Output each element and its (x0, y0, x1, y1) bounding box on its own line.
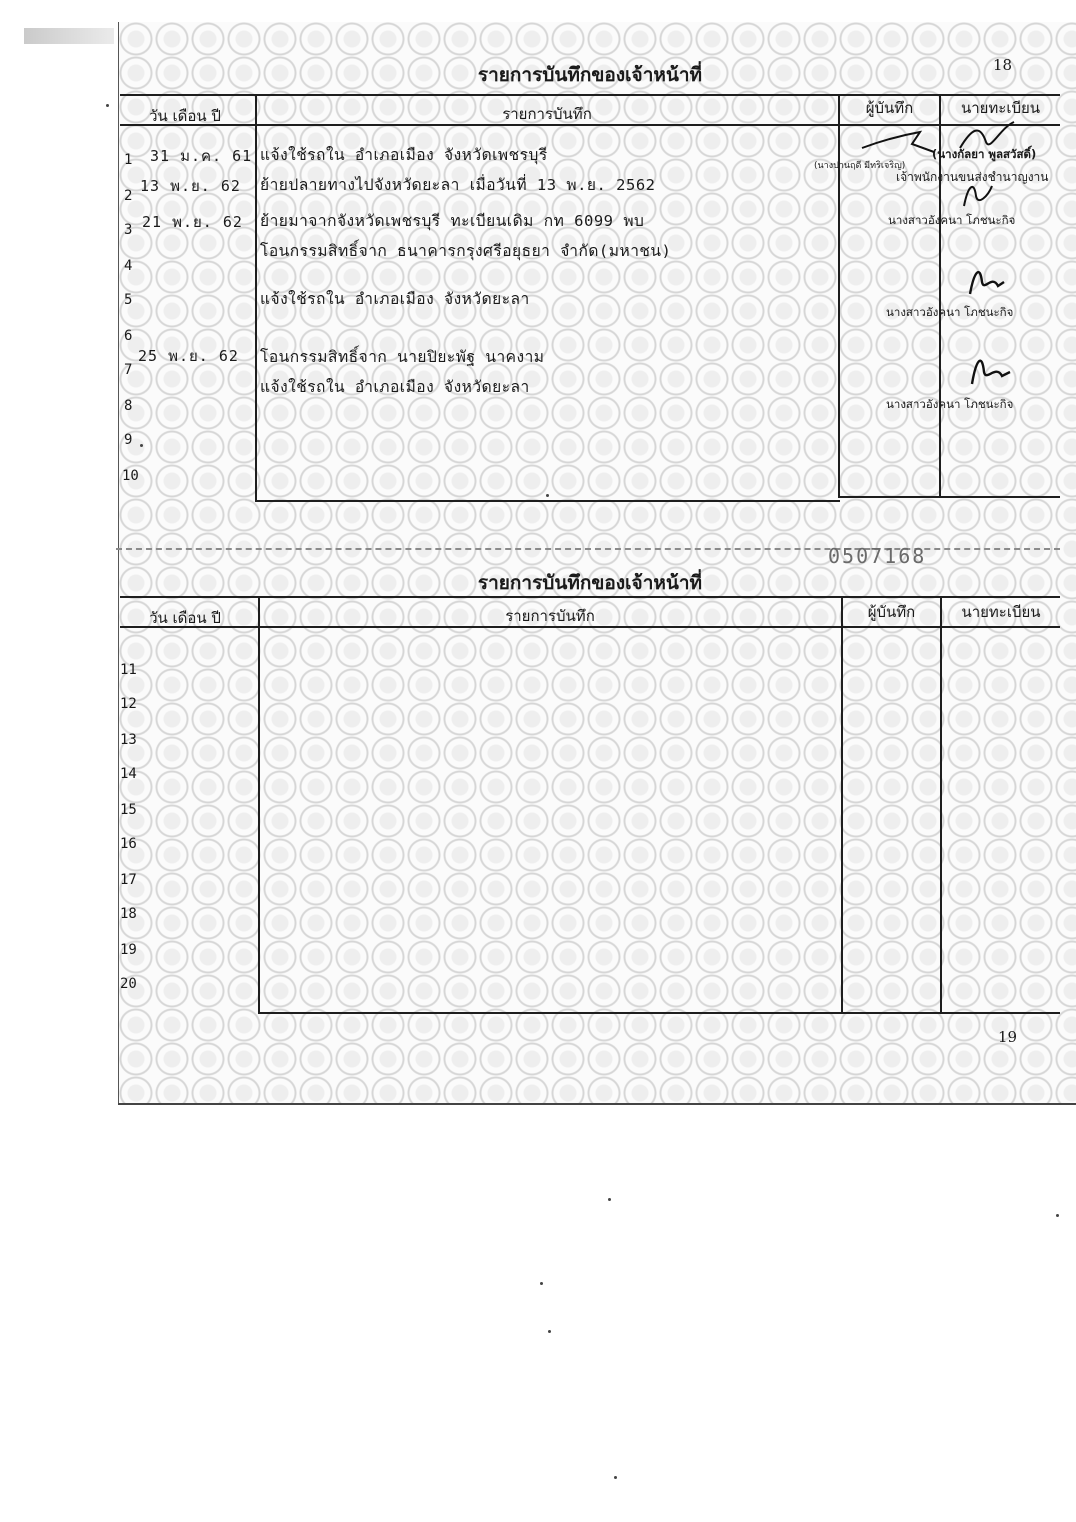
row-number: 5 (124, 292, 133, 308)
header-record: รายการบันทึก (502, 105, 592, 123)
header-date: วัน เดือน ปี (149, 609, 221, 627)
sheet-bottom-edge (118, 1103, 1076, 1105)
entry-text: แจ้งใช้รถใน อำเภอเมือง จังหวัดยะลา (260, 290, 530, 308)
recorder-signature (858, 122, 938, 162)
section-title: รายการบันทึกของเจ้าหน้าที่ (477, 572, 703, 594)
entry-date: 31 ม.ค. 61 (150, 147, 253, 165)
record-column-divider (841, 596, 843, 1014)
header-recorder: ผู้บันทึก (867, 603, 916, 621)
sheet-left-edge (118, 22, 119, 1104)
scan-speck (106, 104, 109, 107)
registrar-title: เจ้าพนักงานขนส่งชำนาญงาน (896, 170, 1049, 184)
table-bottom-border (256, 500, 840, 502)
date-column-divider (255, 94, 257, 502)
registrar-name: นางสาวอังคนา โภชนะกิจ (886, 305, 1014, 319)
registrar-signature (958, 176, 998, 212)
entry-text: แจ้งใช้รถใน อำเภอเมือง จังหวัดเพชรบุรี (260, 146, 548, 164)
entry-date: 13 พ.ย. 62 (140, 177, 241, 195)
row-number: 12 (120, 696, 137, 712)
registrar-signature (964, 348, 1012, 390)
row-number: 11 (120, 662, 137, 678)
page-number-top: 18 (993, 56, 1013, 74)
row-number: 18 (120, 906, 137, 922)
row-number: 8 (124, 398, 133, 414)
entry-text: โอนกรรมสิทธิ์จาก นายปิยะพัฐ นาคงาม (260, 348, 545, 366)
header-recorder: ผู้บันทึก (865, 99, 914, 117)
registrar-name: นางสาวอังคนา โภชนะกิจ (888, 213, 1016, 227)
row-number: 15 (120, 802, 137, 818)
recorder-column-divider (940, 596, 942, 1014)
scan-speck (1056, 1214, 1059, 1217)
registrar-name: นางสาวอังคนา โภชนะกิจ (886, 397, 1014, 411)
row-number: 4 (124, 258, 133, 274)
row-number: 1 (124, 152, 133, 168)
row-number: 20 (120, 976, 137, 992)
entry-text: แจ้งใช้รถใน อำเภอเมือง จังหวัดยะลา (260, 378, 530, 396)
record-column-divider (838, 94, 840, 498)
row-number: 3 (124, 222, 133, 238)
officer-record-table-bottom (120, 558, 1060, 1058)
entry-date: 25 พ.ย. 62 (138, 347, 239, 365)
scan-smudge (24, 28, 114, 44)
row-number: 19 (120, 942, 137, 958)
row-number: 13 (120, 732, 137, 748)
entry-text: โอนกรรมสิทธิ์จาก ธนาคารกรุงศรีอยุธยา จำกัด(มหาชน) (260, 242, 672, 260)
page-number-bottom: 19 (998, 1028, 1018, 1046)
serial-number: 0507168 (828, 544, 927, 568)
table-bottom-border-right (839, 496, 1060, 498)
scan-speck (614, 1476, 617, 1479)
table-top-border (120, 596, 1060, 598)
header-record: รายการบันทึก (505, 607, 595, 625)
officer-record-table-top (120, 50, 1060, 510)
row-number: 17 (120, 872, 137, 888)
recorder-name: (นางปานฤดี มีทริเจริญ) (814, 161, 906, 171)
header-registrar: นายทะเบียน (960, 99, 1041, 117)
table-bottom-border (259, 1012, 1060, 1014)
entry-text: ย้ายมาจากจังหวัดเพชรบุรี ทะเบียนเดิม กท 6099 พบ (260, 212, 645, 230)
scan-speck (540, 1282, 543, 1285)
header-date: วัน เดือน ปี (149, 107, 221, 125)
row-number: 14 (120, 766, 137, 782)
date-column-divider (258, 596, 260, 1014)
entry-date: 21 พ.ย. 62 (142, 213, 243, 231)
row-number: 9 (124, 432, 133, 448)
scan-speck (140, 444, 143, 447)
registrar-name: (นางกัลยา พูลสวัสดิ์) (932, 147, 1037, 161)
scan-speck (548, 1330, 551, 1333)
row-number: 6 (124, 328, 133, 344)
row-number: 7 (124, 362, 133, 378)
row-number: 2 (124, 188, 133, 204)
row-number: 16 (120, 836, 137, 852)
scan-speck (546, 494, 549, 497)
header-registrar: นายทะเบียน (961, 603, 1041, 621)
section-title: รายการบันทึกของเจ้าหน้าที่ (477, 64, 703, 86)
scan-speck (608, 1198, 611, 1201)
row-number: 10 (122, 468, 139, 484)
entry-text: ย้ายปลายทางไปจังหวัดยะลา เมื่อวันที่ 13 พ.ย. 2562 (260, 176, 656, 194)
registrar-signature (962, 260, 1006, 300)
